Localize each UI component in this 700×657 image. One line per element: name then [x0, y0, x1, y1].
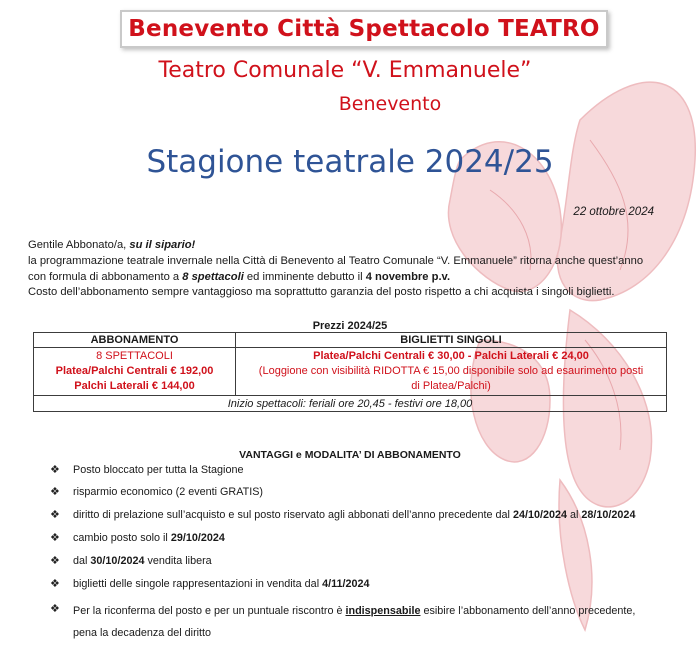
list-item [50, 554, 680, 569]
advantage-seat-change: cambio posto solo il [73, 532, 171, 544]
reconfirm-text-2: esibire l’abbonamento dell’anno precedente, [420, 605, 636, 617]
greeting-emphasis: su il sipario! [129, 239, 196, 251]
col-header-subscription: ABBONAMENTO [34, 333, 236, 348]
preemption-start-date: 24/10/2024 [512, 509, 567, 521]
diamond-bullet-icon: ❖ [50, 578, 60, 590]
single-tickets-date: 4/11/2024 [322, 578, 370, 590]
show-times: Inizio spettacoli: feriali ore 20,45 - festivi ore 18,00 [34, 396, 667, 412]
list-item [50, 600, 680, 644]
subscription-price-central: Platea/Palchi Centrali € 192,00 [55, 365, 214, 377]
list-item [50, 463, 680, 478]
advantage-seat-locked: Posto bloccato per tutta la Stagione [73, 464, 244, 476]
intro-shows-count: 8 spettacoli [182, 270, 244, 283]
subscription-shows: 8 SPETTACOLI [96, 350, 173, 362]
intro-line-4: Costo dell’abbonamento sempre vantaggioso ma soprattutto garanzia del posto rispetto a chi acquista i singoli biglietti. [28, 286, 615, 299]
letter-date: 22 ottobre 2024 [573, 206, 654, 218]
advantages-list [50, 461, 680, 644]
ticket-prices-main: Platea/Palchi Centrali € 30,00 - Palchi Laterali € 24,00 [313, 350, 589, 362]
ticket-prices-gallery-note: di Platea/Palchi) [411, 380, 491, 392]
intro-text [28, 238, 678, 301]
free-sale-prefix: dal [73, 555, 91, 567]
prices-table [33, 332, 667, 412]
greeting-text: Gentile Abbonato/a, [28, 239, 130, 251]
free-sale-date: 30/10/2024 [90, 555, 145, 567]
diamond-bullet-icon: ❖ [50, 532, 60, 544]
diamond-bullet-icon: ❖ [50, 603, 60, 615]
intro-line-3-a: con formula di abbonamento a [28, 270, 183, 283]
advantage-savings: risparmio economico (2 eventi GRATIS) [73, 486, 264, 498]
subscription-prices-cell [34, 348, 236, 396]
ticket-prices-cell [236, 348, 667, 396]
list-item [50, 508, 680, 523]
intro-line-2: la programmazione teatrale invernale nella Città di Benevento al Teatro Comunale “V. Emmanuele” ritorna anche quest’anno [28, 254, 644, 267]
intro-line-3-c: ed imminente debutto il [243, 270, 366, 283]
single-tickets-text: biglietti delle singole rappresentazioni in vendita dal [73, 578, 323, 590]
prices-header-row [34, 333, 667, 348]
banner-title-box [120, 10, 608, 48]
prices-values-row [34, 348, 667, 396]
diamond-bullet-icon: ❖ [50, 555, 60, 567]
banner-title: Benevento Città Spettacolo TEATRO [128, 16, 600, 42]
reconfirm-penalty: pena la decadenza del diritto [73, 627, 212, 639]
list-item [50, 485, 680, 500]
theatre-name: Teatro Comunale “V. Emmanuele” [158, 58, 532, 83]
prices-footer-row [34, 396, 667, 412]
reconfirm-text: Per la riconferma del posto e per un puntuale riscontro è [73, 605, 346, 617]
prices-title: Prezzi 2024/25 [312, 320, 388, 332]
intro-debut-date: 4 novembre p.v. [365, 270, 451, 283]
seat-change-date: 29/10/2024 [170, 532, 225, 544]
diamond-bullet-icon: ❖ [50, 509, 60, 521]
diamond-bullet-icon: ❖ [50, 464, 60, 476]
free-sale-text: vendita libera [144, 555, 212, 567]
theatre-city: Benevento [338, 93, 442, 115]
ticket-prices-gallery: (Loggione con visibilità RIDOTTA € 15,00 disponibile solo ad esaurimento posti [258, 365, 644, 377]
diamond-bullet-icon: ❖ [50, 486, 60, 498]
season-heading: Stagione teatrale 2024/25 [146, 144, 554, 180]
preemption-to: al [567, 509, 582, 521]
preemption-end-date: 28/10/2024 [581, 509, 636, 521]
col-header-tickets: BIGLIETTI SINGOLI [236, 333, 667, 348]
list-item [50, 577, 680, 592]
advantages-title: VANTAGGI e MODALITA’ DI ABBONAMENTO [239, 449, 461, 461]
advantage-preemption: diritto di prelazione sull’acquisto e sul posto riservato agli abbonati dell’anno precedente dal [73, 509, 513, 521]
subscription-price-side: Palchi Laterali € 144,00 [74, 380, 195, 392]
intro-line-1 [28, 238, 678, 254]
intro-line-3 [28, 270, 678, 286]
list-item [50, 531, 680, 546]
reconfirm-mandatory: indispensabile [345, 605, 421, 617]
